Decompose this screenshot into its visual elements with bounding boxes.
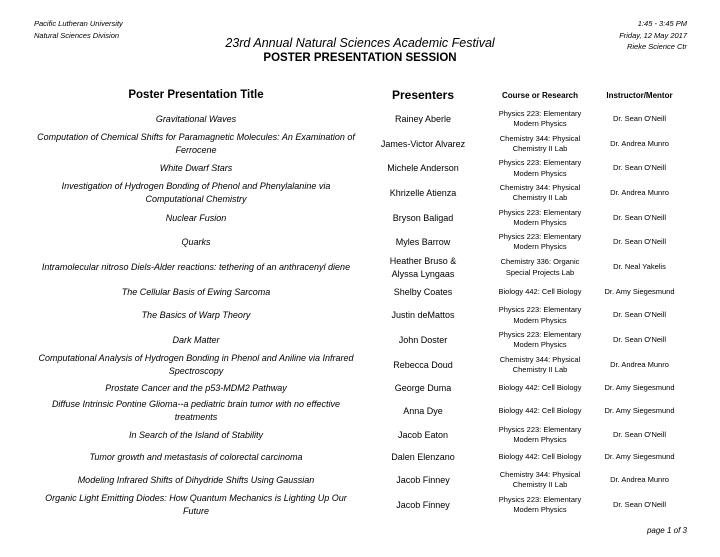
university-name: Pacific Lutheran University <box>34 19 123 28</box>
presenters: John Doster <box>398 334 448 345</box>
table-row <box>34 254 687 281</box>
table-row <box>34 206 687 230</box>
table-row <box>34 398 687 424</box>
table-row <box>34 230 687 254</box>
table-row <box>34 378 687 398</box>
instructor: Dr. Sean O'Neill <box>612 113 667 123</box>
table-row <box>34 281 687 303</box>
table-row <box>34 446 687 468</box>
course: Biology 442: Cell Biology <box>498 382 582 392</box>
division-name: Natural Sciences Division <box>34 31 120 40</box>
column-header-title: Poster Presentation Title <box>128 89 264 101</box>
presenters: Anna Dye <box>403 405 443 416</box>
presenters: Myles Barrow <box>395 236 451 247</box>
instructor: Dr. Amy Siegesmund <box>604 405 675 415</box>
course: Physics 223: Elementary Modern Physics <box>498 231 582 251</box>
course: Chemistry 344: Physical Chemistry II Lab <box>499 182 581 202</box>
instructor: Dr. Andrea Munro <box>610 359 669 369</box>
table-row <box>34 352 687 378</box>
course: Physics 223: Elementary Modern Physics <box>498 494 582 514</box>
course: Chemistry 344: Physical Chemistry II Lab <box>499 469 581 489</box>
presenters: Jacob Finney <box>396 499 450 510</box>
instructor: Dr. Sean O'Neill <box>612 163 667 173</box>
poster-title: Gravitational Waves <box>155 113 237 124</box>
instructor: Dr. Andrea Munro <box>610 474 669 484</box>
poster-schedule-table <box>34 83 687 518</box>
course: Biology 442: Cell Biology <box>498 286 582 296</box>
table-row <box>34 424 687 446</box>
poster-title: In Search of the Island of Stability <box>128 429 264 440</box>
table-row <box>34 468 687 492</box>
event-time: 1:45 - 3:45 PM <box>637 19 687 28</box>
table-row <box>34 180 687 206</box>
poster-title: Intramolecular nitroso Diels-Alder reactions: tethering of an anthracenyl diene <box>41 262 351 272</box>
course: Chemistry 344: Physical Chemistry II Lab <box>499 133 581 153</box>
instructor: Dr. Neal Yakelis <box>613 262 666 272</box>
poster-title: Prostate Cancer and the p53-MDM2 Pathway <box>105 382 287 393</box>
poster-title: White Dwarf Stars <box>159 163 233 173</box>
instructor: Dr. Amy Siegesmund <box>604 451 675 461</box>
presenters: James-Victor Alvarez <box>380 138 466 149</box>
instructor: Dr. Amy Siegesmund <box>604 382 675 392</box>
poster-title: Diffuse Intrinsic Pontine Glioma--a pediatric brain tumor with no effective treatments <box>51 399 341 422</box>
course: Physics 223: Elementary Modern Physics <box>498 329 582 349</box>
instructor: Dr. Sean O'Neill <box>612 310 667 320</box>
poster-title: Dark Matter <box>172 334 220 345</box>
instructor: Dr. Sean O'Neill <box>612 334 667 344</box>
poster-title: Modeling Infrared Shifts of Dihydride Shifts Using Gaussian <box>77 474 315 485</box>
table-header-row <box>34 83 687 107</box>
poster-title: Investigation of Hydrogen Bonding of Phenol and Phenylalanine via Computational Chemistry <box>61 181 331 204</box>
table-row <box>34 157 687 180</box>
event-title: 23rd Annual Natural Sciences Academic Festival <box>225 36 495 50</box>
poster-title: Computation of Chemical Shifts for Paramagnetic Molecules: An Examination of Ferrocene <box>37 132 355 155</box>
presenters: Jacob Eaton <box>397 429 449 440</box>
presenters: Heather Bruso & Alyssa Lyngaas <box>389 255 457 279</box>
presenters: Bryson Baligad <box>392 212 454 223</box>
course: Physics 223: Elementary Modern Physics <box>498 158 582 178</box>
presenters: George Duma <box>394 382 452 393</box>
presenters: Jacob Finney <box>396 474 450 485</box>
presenters: Shelby Coates <box>393 286 453 297</box>
instructor: Dr. Andrea Munro <box>610 187 669 197</box>
table-row <box>34 303 687 328</box>
course: Biology 442: Cell Biology <box>498 451 582 461</box>
poster-title: Computational Analysis of Hydrogen Bonding in Phenol and Aniline via Infrared Spectroscopy <box>38 353 354 376</box>
course: Physics 223: Elementary Modern Physics <box>498 108 582 128</box>
course: Biology 442: Cell Biology <box>498 405 582 415</box>
instructor: Dr. Sean O'Neill <box>612 212 667 222</box>
session-title: POSTER PRESENTATION SESSION <box>263 52 457 64</box>
event-location: Rieke Science Ctr <box>626 42 687 51</box>
presenters: Dalen Elenzano <box>391 451 455 462</box>
course: Physics 223: Elementary Modern Physics <box>498 424 582 444</box>
course: Physics 223: Elementary Modern Physics <box>498 207 582 227</box>
instructor: Dr. Sean O'Neill <box>612 499 667 509</box>
course: Chemistry 336: Organic Special Projects Lab <box>500 257 580 277</box>
poster-title: The Basics of Warp Theory <box>141 310 251 320</box>
presenters: Justin deMattos <box>391 310 455 320</box>
poster-title: Nuclear Fusion <box>165 212 227 223</box>
title-block <box>0 36 720 66</box>
instructor: Dr. Sean O'Neill <box>612 429 667 439</box>
table-row <box>34 107 687 131</box>
event-date: Friday, 12 May 2017 <box>619 30 687 40</box>
poster-title: Tumor growth and metastasis of colorectal carcinoma <box>89 451 303 462</box>
table-row <box>34 492 687 518</box>
column-header-presenters: Presenters <box>391 88 455 102</box>
poster-title: The Cellular Basis of Ewing Sarcoma <box>121 286 271 297</box>
poster-title: Organic Light Emitting Diodes: How Quantum Mechanics is Lighting Up Our Future <box>45 493 347 516</box>
presenters: Michele Anderson <box>387 163 459 173</box>
table-row <box>34 328 687 352</box>
table-row <box>34 131 687 157</box>
poster-title: Quarks <box>181 236 211 247</box>
column-header-instructor: Instructor/Mentor <box>606 90 673 100</box>
instructor: Dr. Andrea Munro <box>610 138 669 148</box>
presenters: Rainey Aberle <box>394 113 452 124</box>
course: Chemistry 344: Physical Chemistry II Lab <box>499 354 581 374</box>
instructor: Dr. Amy Siegesmund <box>604 286 675 296</box>
course: Physics 223: Elementary Modern Physics <box>498 305 582 325</box>
instructor: Dr. Sean O'Neill <box>612 236 667 246</box>
presenters: Rebecca Doud <box>393 359 453 370</box>
presenters: Khrizelle Atienza <box>389 187 457 198</box>
page-number: page 1 of 3 <box>646 526 687 535</box>
column-header-course: Course or Research <box>501 90 579 100</box>
